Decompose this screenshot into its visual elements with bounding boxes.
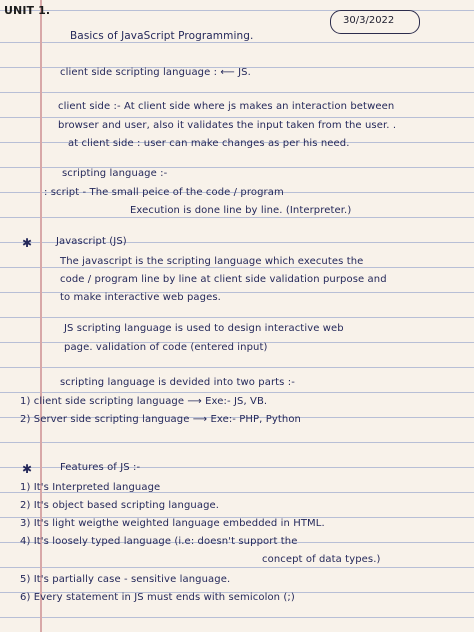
date-box <box>330 10 420 34</box>
feature-6: 6) Every statement in JS must ends with semicolon (;) <box>20 592 295 603</box>
date-text: 30/3/2022 <box>343 15 395 26</box>
line-client-side-scripting: client side scripting language : ⟵ JS. <box>60 67 251 78</box>
feature-4: 4) It's loosely typed language (i.e: doesn't support the <box>20 536 298 547</box>
line-script-def: : script - The small peice of the code / program <box>44 187 284 198</box>
page-title: Basics of JavaScript Programming. <box>70 30 254 42</box>
line-server-side-type: 2) Server side scripting language ⟶ Exe:- PHP, Python <box>20 414 301 425</box>
section-features: Features of JS :- <box>60 462 141 473</box>
feature-2: 2) It's object based scripting language. <box>20 500 220 511</box>
line-js-def-2: code / program line by line at client side validation purpose and <box>60 274 387 285</box>
unit-heading: UNIT 1. <box>4 4 51 17</box>
line-validation: page. validation of code (entered input) <box>64 342 268 353</box>
line-browser-user: browser and user, also it validates the input taken from the user. . <box>58 120 397 131</box>
line-client-side-def: client side :- At client side where js makes an interaction between <box>58 101 395 112</box>
line-scripting-language: scripting language :- <box>62 168 168 179</box>
line-client-side-type: 1) client side scripting language ⟶ Exe:- JS, VB. <box>20 396 268 407</box>
line-js-def-3: to make interactive web pages. <box>60 292 221 303</box>
star-mark: ✱ <box>22 236 33 250</box>
feature-5: 5) It's partially case - sensitive language. <box>20 574 231 585</box>
line-execution: Execution is done line by line. (Interpreter.) <box>130 205 352 216</box>
line-js-design: JS scripting language is used to design interactive web <box>64 323 344 334</box>
line-two-parts: scripting language is devided into two parts :- <box>60 377 295 388</box>
feature-1: 1) It's Interpreted language <box>20 482 161 493</box>
line-user-changes: at client side : user can make changes as per his need. <box>68 138 350 149</box>
star-mark-2: ✱ <box>22 462 33 476</box>
line-js-def-1: The javascript is the scripting language which executes the <box>60 256 364 267</box>
section-javascript: Javascript (JS) <box>56 236 127 247</box>
feature-3: 3) It's light weigthe weighted language embedded in HTML. <box>20 518 325 529</box>
feature-4-cont: concept of data types.) <box>262 554 381 565</box>
